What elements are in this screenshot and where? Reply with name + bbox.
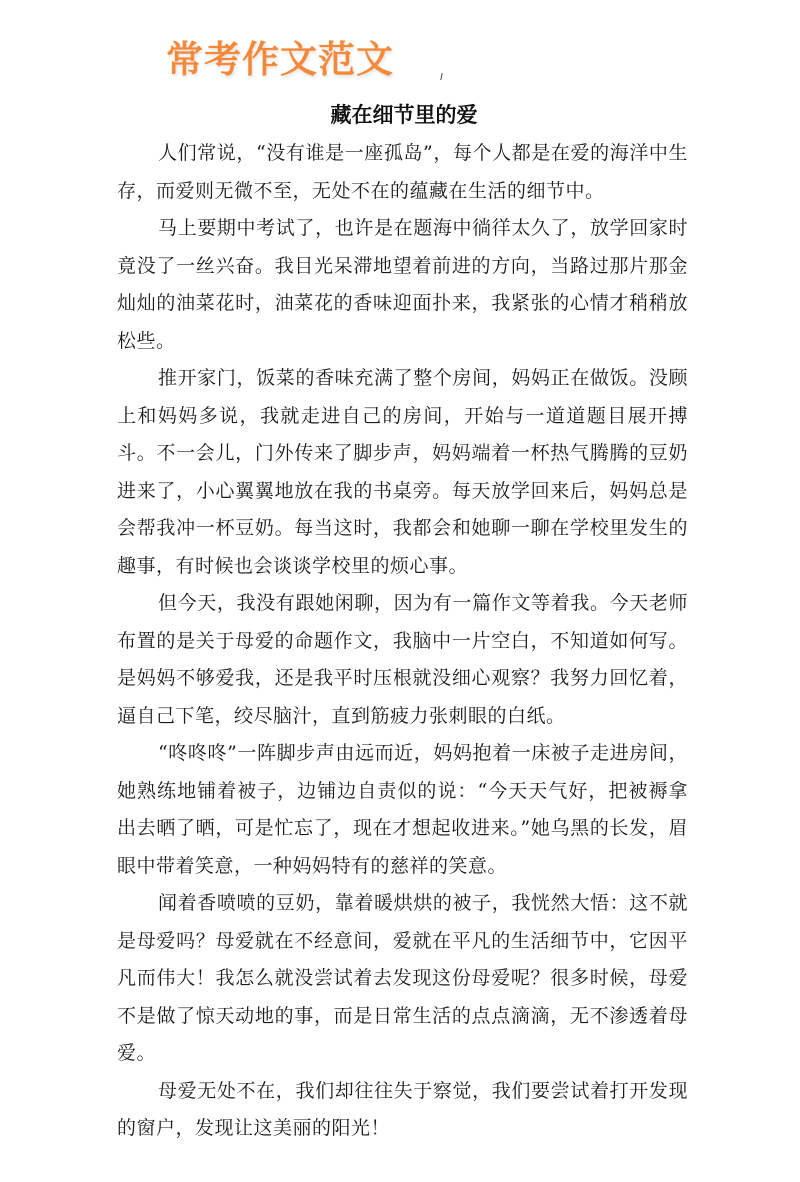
essay-body	[117, 135, 688, 1148]
paragraph-5: “咚咚咚”一阵脚步声由远而近，妈妈抱着一床被子走进房间，她熟练地铺着被子，边铺边自责似的说：“今天天气好，把被褥拿出去晒了晒，可是忙忘了，现在才想起收进来。”她乌黑的长发，眉眼中带着笑意，一种妈妈特有的慈祥的笑意。	[117, 742, 688, 877]
banner-heading: 常考作文范文	[166, 38, 394, 81]
paragraph-4: 但今天，我没有跟她闲聊，因为有一篇作文等着我。今天老师布置的是关于母爱的命题作文，我脑中一片空白，不知道如何写。是妈妈不够爱我，还是我平时压根就没细心观察？我努力回忆着，逼自己下笔，绞尽脑汁，直到筋疲力张刺眼的白纸。	[117, 592, 688, 727]
paragraph-6: 闻着香喷喷的豆奶，靠着暖烘烘的被子，我恍然大悟：这不就是母爱吗？母爱就在不经意间，爱就在平凡的生活细节中，它因平凡而伟大！我怎么就没尝试着去发现这份母爱呢？很多时候，母爱不是做了惊天动地的事，而是日常生活的点点滴滴，无不渗透着母爱。	[117, 892, 688, 1064]
paragraph-2: 马上要期中考试了，也许是在题海中徜徉太久了，放学回家时竟没了一丝兴奋。我目光呆滞地望着前进的方向，当路过那片那金灿灿的油菜花时，油菜花的香味迎面扑来，我紧张的心情才稍稍放松些。	[117, 217, 688, 352]
paragraph-7: 母爱无处不在，我们却往往失于察觉，我们要尝试着打开发现的窗户，发现让这美丽的阳光！	[117, 1079, 688, 1139]
paragraph-3: 推开家门，饭菜的香味充满了整个房间，妈妈正在做饭。没顾上和妈妈多说，我就走进自己的房间，开始与一道道题目展开搏斗。不一会儿，门外传来了脚步声，妈妈端着一杯热气腾腾的豆奶进来了，小心翼翼地放在我的书桌旁。每天放学回来后，妈妈总是会帮我冲一杯豆奶。每当这时，我都会和她聊一聊在学校里发生的趣事，有时候也会谈谈学校里的烦心事。	[117, 367, 688, 577]
paragraph-1: 人们常说，“没有谁是一座孤岛”，每个人都是在爱的海洋中生存，而爱则无微不至，无处不在的蕴藏在生活的细节中。	[117, 142, 688, 202]
stray-mark	[440, 73, 442, 80]
essay-title: 藏在细节里的爱	[330, 103, 478, 127]
